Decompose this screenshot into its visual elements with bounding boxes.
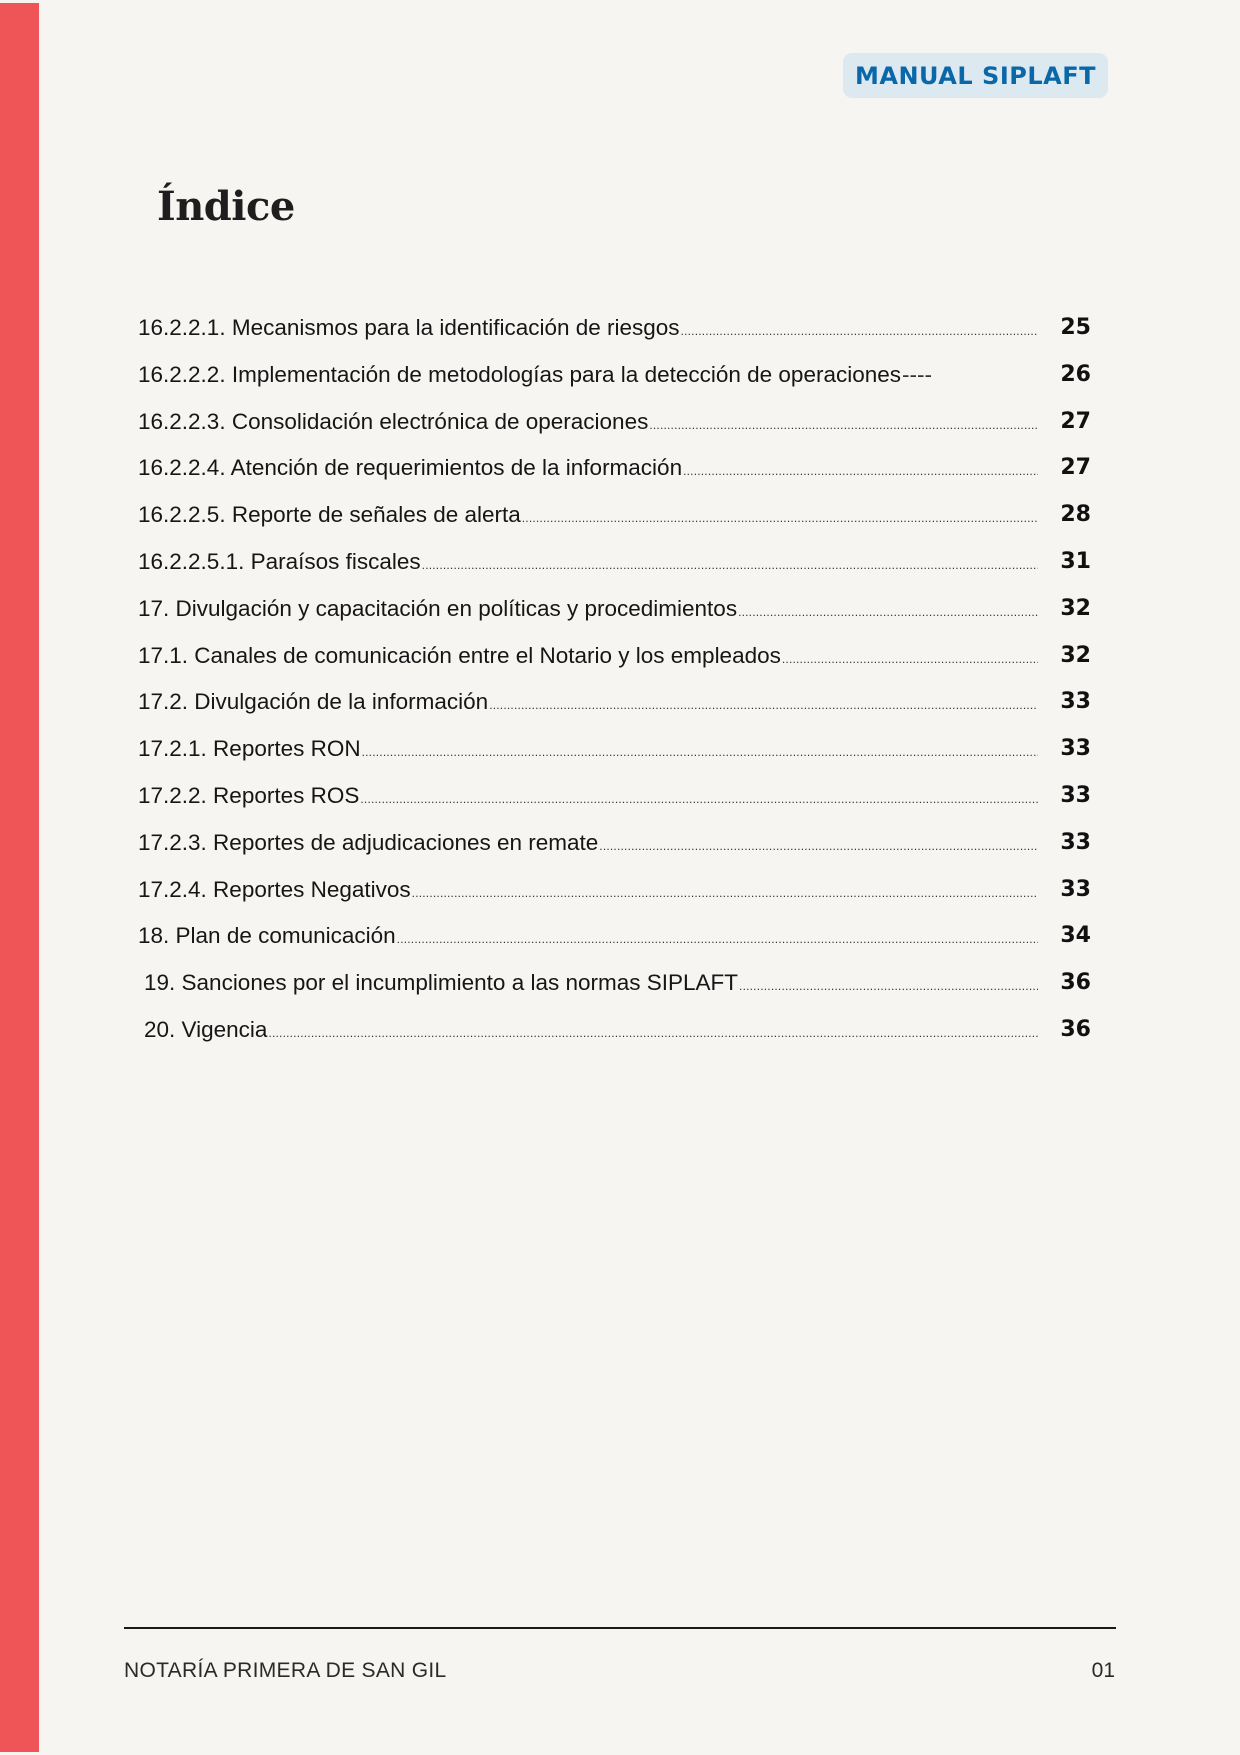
footer-divider [124,1627,1116,1629]
toc-entry[interactable] [138,404,1093,451]
toc-entry-line [138,923,1038,949]
toc-entry-title: 17.1. Canales de comunicación entre el Notario y los empleados [138,642,781,668]
toc-entry-title: 17.2.2. Reportes ROS [138,782,360,808]
toc-page-number: 33 [1060,876,1091,902]
header-badge [843,53,1108,98]
toc-entry[interactable] [138,778,1093,825]
toc-entry[interactable] [138,357,1093,404]
toc-leader [362,745,1038,759]
toc-entry[interactable] [138,450,1093,497]
toc-entry-line [138,643,1038,669]
toc-entry-title: 17.2.4. Reportes Negativos [138,876,411,902]
toc-entry-title: 16.2.2.2. Implementación de metodologías para la detección de operaciones [138,361,902,387]
toc-leader [489,698,1038,712]
toc-leader [739,979,1038,993]
toc-page-number: 32 [1060,642,1091,668]
toc-page-number: 31 [1060,548,1091,574]
toc-entry-title: 16.2.2.4. Atención de requerimientos de la información [138,455,683,481]
toc-entry-line [138,736,1038,762]
toc-entry-line [138,502,1038,528]
toc-entry-line [138,409,1038,435]
toc-entry-title: 19. Sanciones por el incumplimiento a las normas SIPLAFT [144,970,739,996]
toc-entry[interactable] [138,497,1093,544]
toc-entry-title: 17.2.1. Reportes RON [138,736,361,762]
toc-leader [522,511,1038,525]
toc-leader [738,605,1038,619]
toc-entry-line [144,1017,1038,1043]
toc-entry-title: 16.2.2.3. Consolidación electrónica de operaciones [138,408,649,434]
toc-entry[interactable] [138,310,1093,357]
side-accent-bar [0,3,39,1752]
toc-entry-title: 17. Divulgación y capacitación en políticas y procedimientos [138,595,738,621]
toc-page-number: 33 [1060,736,1091,762]
toc-entry-title: 16.2.2.1. Mecanismos para la identificación de riesgos [138,315,680,340]
toc-page-number: 33 [1060,689,1091,715]
toc-leader [782,652,1038,666]
toc-leader [649,418,1038,432]
toc-entry-line [138,455,1038,481]
toc-leader [681,324,1038,338]
toc-page-number: 26 [1060,361,1091,387]
toc-entry-line [138,689,1038,715]
toc-leader [412,886,1038,900]
toc-page-number: 36 [1060,970,1091,996]
footer-organization: NOTARÍA PRIMERA DE SAN GIL [124,1659,447,1682]
toc-page-number: 33 [1060,782,1091,808]
toc-entry[interactable] [138,731,1093,778]
toc-entry-line [138,362,1038,388]
toc-entry-line [144,970,1038,996]
toc-entry[interactable] [138,684,1093,731]
toc-leader [360,792,1038,806]
toc-entry[interactable] [138,1012,1093,1059]
toc-entry-line [138,877,1038,903]
toc-entry-title: 17.2.3. Reportes de adjudicaciones en remate [138,829,599,855]
page-title: Índice [157,183,295,230]
toc-page-number: 27 [1060,408,1091,434]
toc-page-number: 34 [1060,923,1091,949]
toc-entry-line [138,783,1038,809]
toc-page-number: 32 [1060,595,1091,621]
toc-entry-line [138,596,1038,622]
toc-page-number: 36 [1060,1016,1091,1042]
toc-entry-title: 20. Vigencia [144,1016,268,1042]
toc-leader [683,464,1038,478]
toc-entry[interactable] [138,825,1093,872]
toc-page-number: 25 [1060,315,1091,340]
toc-entry-line [138,315,1038,341]
toc-entry[interactable] [138,965,1093,1012]
toc-page-number: 33 [1060,829,1091,855]
toc-entry[interactable] [138,872,1093,919]
toc-entry[interactable] [138,638,1093,685]
toc-entry-title: 18. Plan de comunicación [138,923,396,949]
toc-leader [599,839,1038,853]
toc-leader [422,558,1038,572]
toc-entry[interactable] [138,591,1093,638]
toc-page-number: 28 [1060,502,1091,528]
toc-entry[interactable] [138,918,1093,965]
toc-leader [268,1026,1038,1040]
toc-entry-title: 16.2.2.5.1. Paraísos fiscales [138,548,421,574]
toc-entry[interactable] [138,544,1093,591]
header-badge-label: MANUAL SIPLAFT [855,61,1096,90]
toc-leader [397,932,1038,946]
footer-page-number: 01 [1091,1659,1115,1682]
toc-entry-line [138,830,1038,856]
toc-entry-title: 17.2. Divulgación de la información [138,689,489,715]
toc-leader [902,362,1038,388]
toc-page-number: 27 [1060,455,1091,481]
table-of-contents [138,310,1093,1059]
toc-entry-title: 16.2.2.5. Reporte de señales de alerta [138,502,521,528]
toc-entry-line [138,549,1038,575]
